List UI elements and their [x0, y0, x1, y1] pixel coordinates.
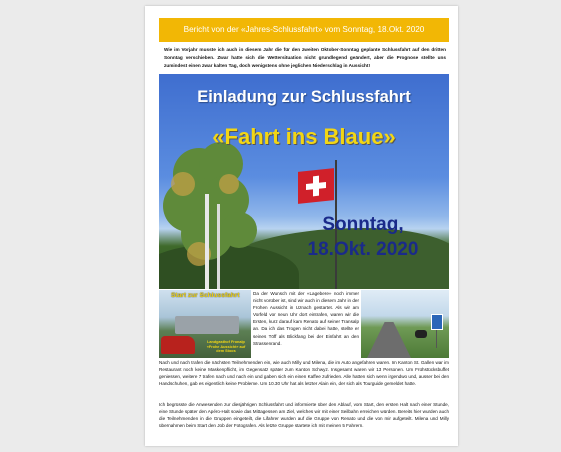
document-page — [145, 6, 458, 446]
poster-title: Einladung zur Schlussfahrt — [197, 88, 411, 106]
trailer-graphic — [175, 316, 239, 334]
road-graphic — [367, 322, 411, 358]
report-title-banner: Bericht von der «Jahres-Schlussfahrt» vom Sonntag, 18.Okt. 2020 — [159, 18, 449, 42]
body-paragraph-1: Nach und nach trafen die nächsten Teilnehmenden ein, wie auch Milly und Milena, die im Auto angefahren waren. Im Kanton St. Gallen war im Restaurant noch keine Maskenpflicht, im Gegensatz später zum Kanton Schwyz. Insgesamt waren wir 13 Personen. Um Frühstücksbuffet geniessen, weitere 7 trafen nach und nach ein und gaben sich ein einen Kaffee zufrieden. Alle hatten sich wenn irgendwo und, ausser bei den Handschuhen, gab es eigentlich keine Probleme. Um 10.30 Uhr hat als letzter Alain ein, der sich als Tourguide gemeldet hatte. — [159, 360, 449, 386]
car-graphic — [161, 336, 195, 354]
signpost — [436, 328, 437, 348]
start-photo-title: Start zur Schlussfahrt — [171, 292, 240, 299]
start-photo-caption: Landgasthof Fronalp «Frohe Aussicht» auf dem Stoos — [206, 340, 246, 354]
swiss-flag-icon — [298, 168, 334, 204]
intro-paragraph: Wie im Vorjahr musste ich auch in diesem Jahr die für den zweiten Oktober-Sonntag geplante Schlussfahrt auf den dritten Sonntag verschieben. Zwar hatte sich die Wettersituation nicht grundlegend geändert, aber die Prognose stellte uns zumindest einen zwar kalten Tag, doch wenigstens ohne jeglichen Niederschlag in Aussicht! — [164, 47, 446, 68]
column-paragraph: Da der Wunsch mit der «Lagebere» noch immer nicht vorüber ist, sind wir auch in diesem Jahr in der Frohen Aussicht in Uznach gestartet. Als wir am Vorfeld vor neun Uhr dort eintrafen, waren wir die Ersten, kurz darauf kam Renato auf seiner Transalp an. Da ich das Trogen nicht dabei hatte, stellte er seines Töff als Blickfang bei der Einfahrt an den Strassenrand. — [253, 291, 359, 346]
invitation-poster — [159, 74, 449, 289]
start-photo — [159, 290, 251, 358]
road-photo — [361, 290, 449, 358]
motorcycle-graphic — [415, 330, 427, 338]
road-sign-icon — [431, 314, 443, 330]
birch-tree-graphic — [159, 134, 269, 289]
poster-subtitle: «Fahrt ins Blaue» — [212, 124, 396, 149]
poster-date: 18.Okt. 2020 — [307, 239, 419, 260]
body-paragraph-2: Ich begrüsste die Anwesenden zur diesjährigen Schlussfahrt und informierte über den Ablauf, vom Start, den ersten Halt nach einer Stunde, eine Stunde später den Apéro-Halt sowie das Mittagessen am Ziel, welches wir mit einer Seilbahn erreichen würden. Bereits hier wurden auch die Teilnehmenden in die Gruppen eingeteilt, die Lifahrer wurden auf die Gruppe von Renato und die von mir aufgeteilt. Milena und Milly übernahmen beim Start den Job der Fotografen. Als letzte Gruppe startete ich mit meinen 5 Fahrern. — [159, 402, 449, 428]
poster-date-day: Sonntag, — [322, 214, 404, 235]
